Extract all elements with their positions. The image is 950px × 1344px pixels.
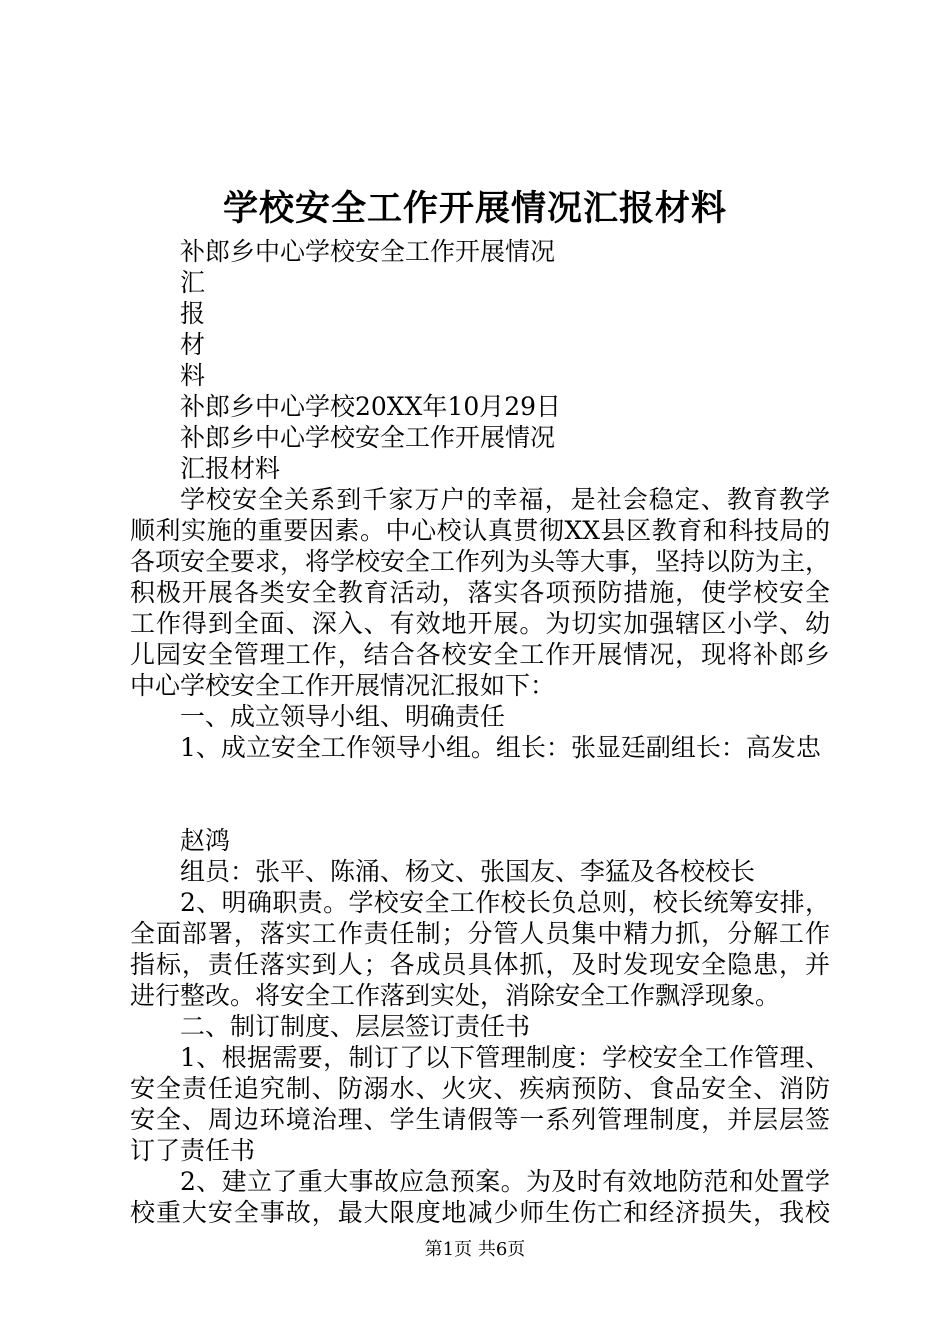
- page-footer: 第1页 共6页: [424, 1239, 526, 1260]
- cover-line: 报: [180, 299, 206, 328]
- cover-date: 补郎乡中心学校20XX年10月29日: [180, 392, 562, 421]
- section-item-line: 2、建立了重大事故应急预案。为及时有效地防范和处置学: [180, 1167, 830, 1196]
- cover-line: 汇: [180, 268, 206, 297]
- section-item-line: 校重大安全事故，最大限度地减少师生伤亡和经济损失，我校: [130, 1198, 830, 1227]
- section-item-line: 1、根据需要，制订了以下管理制度：学校安全工作管理、: [180, 1043, 830, 1072]
- intro-paragraph-line: 工作得到全面、深入、有效地开展。为切实加强辖区小学、幼: [130, 609, 830, 638]
- member-list: 组员：张平、陈涌、杨文、张国友、李猛及各校校长: [180, 857, 756, 886]
- intro-paragraph-line: 各项安全要求，将学校安全工作列为头等大事，坚持以防为主，: [130, 547, 831, 576]
- section-item-line: 安全、周边环境治理、学生请假等一系列管理制度，并层层签: [130, 1105, 830, 1134]
- cover-line: 汇报材料: [180, 454, 281, 483]
- intro-paragraph-line: 中心学校安全工作开展情况汇报如下：: [130, 671, 556, 700]
- section-item-line: 安全责任追究制、防溺水、火灾、疾病预防、食品安全、消防: [130, 1074, 830, 1103]
- section-item-line: 2、明确职责。学校安全工作校长负总则，校长统筹安排，: [180, 888, 830, 917]
- cover-line: 材: [180, 330, 206, 359]
- intro-paragraph-line: 顺利实施的重要因素。中心校认真贯彻XX县区教育和科技局的: [130, 516, 830, 545]
- line-spacer: [130, 763, 830, 825]
- section-item-line: 指标，责任落实到人；各成员具体抓，及时发现安全隐患，并: [130, 950, 830, 979]
- section-item-continuation: 赵鸿: [180, 826, 231, 855]
- document-body: [130, 236, 830, 1228]
- intro-paragraph-line: 儿园安全管理工作，结合各校安全工作开展情况，现将补郎乡: [130, 640, 830, 669]
- cover-line: 料: [180, 361, 206, 390]
- cover-line: 补郎乡中心学校安全工作开展情况: [180, 237, 556, 266]
- document-title: 学校安全工作开展情况汇报材料: [222, 188, 727, 229]
- section-item-line: 订了责任书: [130, 1136, 256, 1165]
- section-item-line: 全面部署，落实工作责任制；分管人员集中精力抓，分解工作: [130, 919, 830, 948]
- section-item-line: 进行整改。将安全工作落到实处，消除安全工作飘浮现象。: [130, 981, 781, 1010]
- cover-line: 补郎乡中心学校安全工作开展情况: [180, 423, 556, 452]
- intro-paragraph-line: 积极开展各类安全教育活动，落实各项预防措施，使学校安全: [130, 578, 830, 607]
- intro-paragraph-line: 学校安全关系到千家万户的幸福，是社会稳定、教育教学: [180, 485, 830, 514]
- section-heading: 一、成立领导小组、明确责任: [180, 702, 506, 731]
- section-item: 1、成立安全工作领导小组。组长：张显廷副组长：高发忠: [180, 733, 821, 762]
- section-heading: 二、制订制度、层层签订责任书: [180, 1012, 531, 1041]
